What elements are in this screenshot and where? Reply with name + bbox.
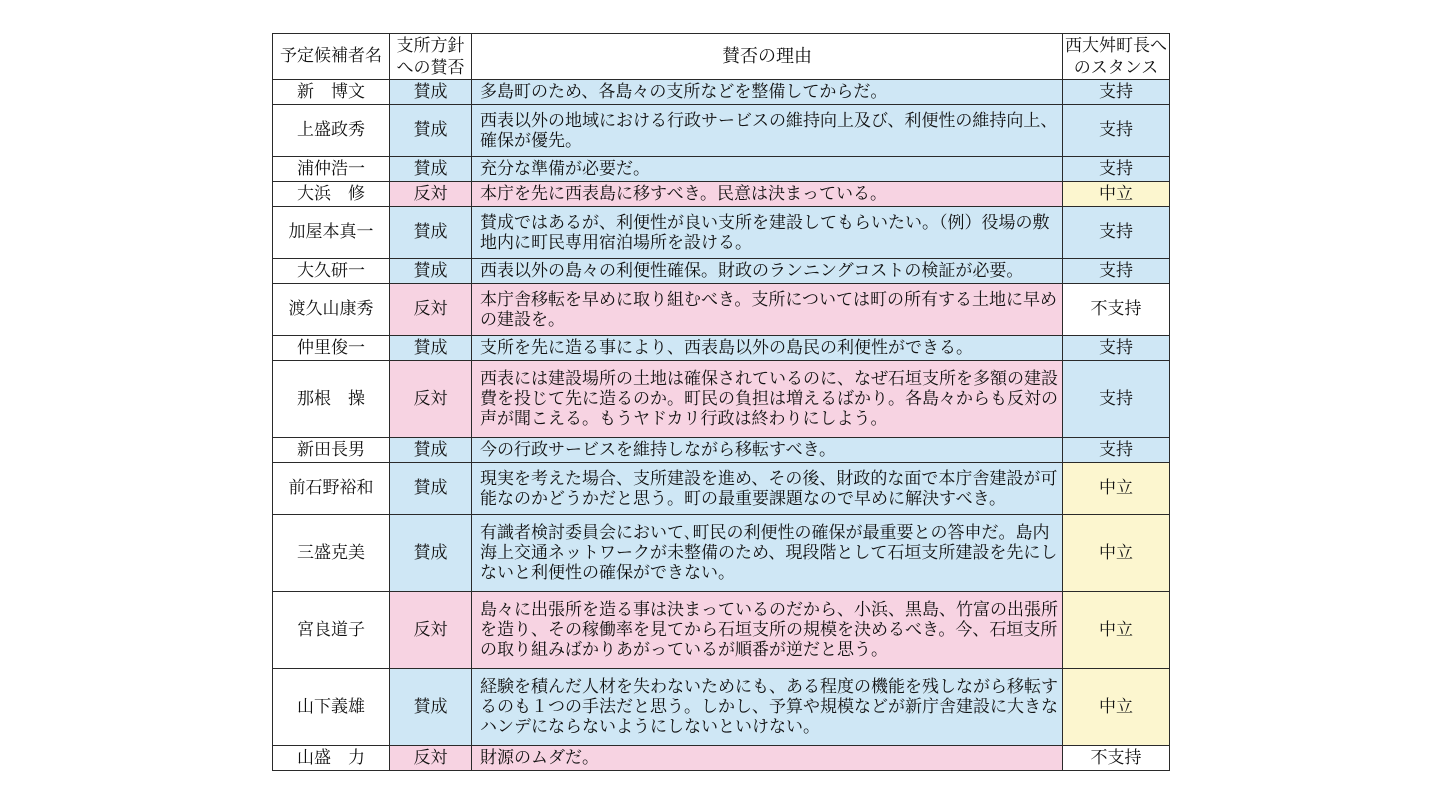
mayor-stance: 中立 (1063, 463, 1170, 515)
reason-text: 経験を積んだ人材を失わないためにも、ある程度の機能を残しながら移転するのも１つの手法だと思う。しかし、予算や規模などが新庁舎建設に大きなハンデにならないようにしないといけない。 (472, 669, 1063, 746)
reason-text: 本庁を先に西表島に移すべき。民意は決まっている。 (472, 182, 1063, 207)
candidate-name: 加屋本真一 (273, 207, 390, 259)
table-row (273, 182, 1170, 207)
reason-text: 現実を考えた場合、支所建設を進め、その後、財政的な面で本庁舎建設が可能なのかどうかだと思う。町の最重要課題なので早めに解決すべき。 (472, 463, 1063, 515)
policy-vote: 賛成 (390, 669, 472, 746)
mayor-stance: 支持 (1063, 157, 1170, 182)
reason-text: 今の行政サービスを維持しながら移転すべき。 (472, 438, 1063, 463)
policy-vote: 賛成 (390, 259, 472, 284)
header-reason: 賛否の理由 (472, 34, 1063, 80)
mayor-stance: 中立 (1063, 669, 1170, 746)
mayor-stance: 支持 (1063, 207, 1170, 259)
candidate-name: 大浜 修 (273, 182, 390, 207)
candidate-name: 渡久山康秀 (273, 284, 390, 336)
mayor-stance: 中立 (1063, 592, 1170, 669)
candidate-name: 大久研一 (273, 259, 390, 284)
mayor-stance: 中立 (1063, 515, 1170, 592)
reason-text: 西表以外の地域における行政サービスの維持向上及び、利便性の維持向上、確保が優先。 (472, 105, 1063, 157)
header-policy: 支所方針への賛否 (390, 34, 472, 80)
table-row (273, 105, 1170, 157)
table-row (273, 80, 1170, 105)
mayor-stance: 支持 (1063, 438, 1170, 463)
policy-vote: 賛成 (390, 207, 472, 259)
candidate-name: 新田長男 (273, 438, 390, 463)
table-row (273, 463, 1170, 515)
candidate-name: 新 博文 (273, 80, 390, 105)
mayor-stance: 不支持 (1063, 284, 1170, 336)
reason-text: 多島町のため、各島々の支所などを整備してからだ。 (472, 80, 1063, 105)
table-row (273, 746, 1170, 771)
reason-text: 支所を先に造る事により、西表島以外の島民の利便性ができる。 (472, 336, 1063, 361)
reason-text: 西表には建設場所の土地は確保されているのに、なぜ石垣支所を多額の建設費を投じて先に造るのか。町民の負担は増えるばかり。各島々からも反対の声が聞こえる。もうヤドカリ行政は終わりにしよう。 (472, 361, 1063, 438)
table-row (273, 336, 1170, 361)
table-row (273, 207, 1170, 259)
policy-vote: 反対 (390, 361, 472, 438)
mayor-stance: 不支持 (1063, 746, 1170, 771)
reason-text: 賛成ではあるが、利便性が良い支所を建設してもらいたい。（例）役場の敷地内に町民専用宿泊場所を設ける。 (472, 207, 1063, 259)
candidate-name: 仲里俊一 (273, 336, 390, 361)
policy-vote: 反対 (390, 182, 472, 207)
table-row (273, 157, 1170, 182)
policy-vote: 反対 (390, 284, 472, 336)
policy-vote: 賛成 (390, 80, 472, 105)
policy-vote: 反対 (390, 746, 472, 771)
reason-text: 有識者検討委員会において､町民の利便性の確保が最重要との答申だ。島内海上交通ネットワークが未整備のため、現段階として石垣支所建設を先にしないと利便性の確保ができない。 (472, 515, 1063, 592)
table-row (273, 284, 1170, 336)
mayor-stance: 支持 (1063, 361, 1170, 438)
candidate-name: 三盛克美 (273, 515, 390, 592)
table-row (273, 592, 1170, 669)
candidate-name: 上盛政秀 (273, 105, 390, 157)
table-row (273, 515, 1170, 592)
candidates-table (272, 33, 1170, 771)
mayor-stance: 支持 (1063, 80, 1170, 105)
mayor-stance: 支持 (1063, 336, 1170, 361)
candidate-name: 前石野裕和 (273, 463, 390, 515)
candidate-name: 山下義雄 (273, 669, 390, 746)
candidate-name: 宮良道子 (273, 592, 390, 669)
policy-vote: 賛成 (390, 336, 472, 361)
policy-vote: 賛成 (390, 157, 472, 182)
policy-vote: 賛成 (390, 463, 472, 515)
header-stance: 西大舛町長へのスタンス (1063, 34, 1170, 80)
header-row (273, 34, 1170, 80)
policy-vote: 賛成 (390, 105, 472, 157)
table-row (273, 438, 1170, 463)
table-row (273, 669, 1170, 746)
policy-vote: 賛成 (390, 515, 472, 592)
reason-text: 充分な準備が必要だ。 (472, 157, 1063, 182)
table-row (273, 361, 1170, 438)
mayor-stance: 中立 (1063, 182, 1170, 207)
reason-text: 西表以外の島々の利便性確保。財政のランニングコストの検証が必要。 (472, 259, 1063, 284)
candidate-name: 那根 操 (273, 361, 390, 438)
table-row (273, 259, 1170, 284)
table-body (273, 80, 1170, 771)
header-name: 予定候補者名 (273, 34, 390, 80)
reason-text: 本庁舎移転を早めに取り組むべき。支所については町の所有する土地に早めの建設を。 (472, 284, 1063, 336)
policy-vote: 賛成 (390, 438, 472, 463)
mayor-stance: 支持 (1063, 259, 1170, 284)
candidate-name: 山盛 力 (273, 746, 390, 771)
candidate-name: 浦仲浩一 (273, 157, 390, 182)
reason-text: 財源のムダだ。 (472, 746, 1063, 771)
mayor-stance: 支持 (1063, 105, 1170, 157)
reason-text: 島々に出張所を造る事は決まっているのだから、小浜、黒島、竹富の出張所を造り、その稼働率を見てから石垣支所の規模を決めるべき。今、石垣支所の取り組みばかりあがっているが順番が逆だと思う。 (472, 592, 1063, 669)
policy-vote: 反対 (390, 592, 472, 669)
